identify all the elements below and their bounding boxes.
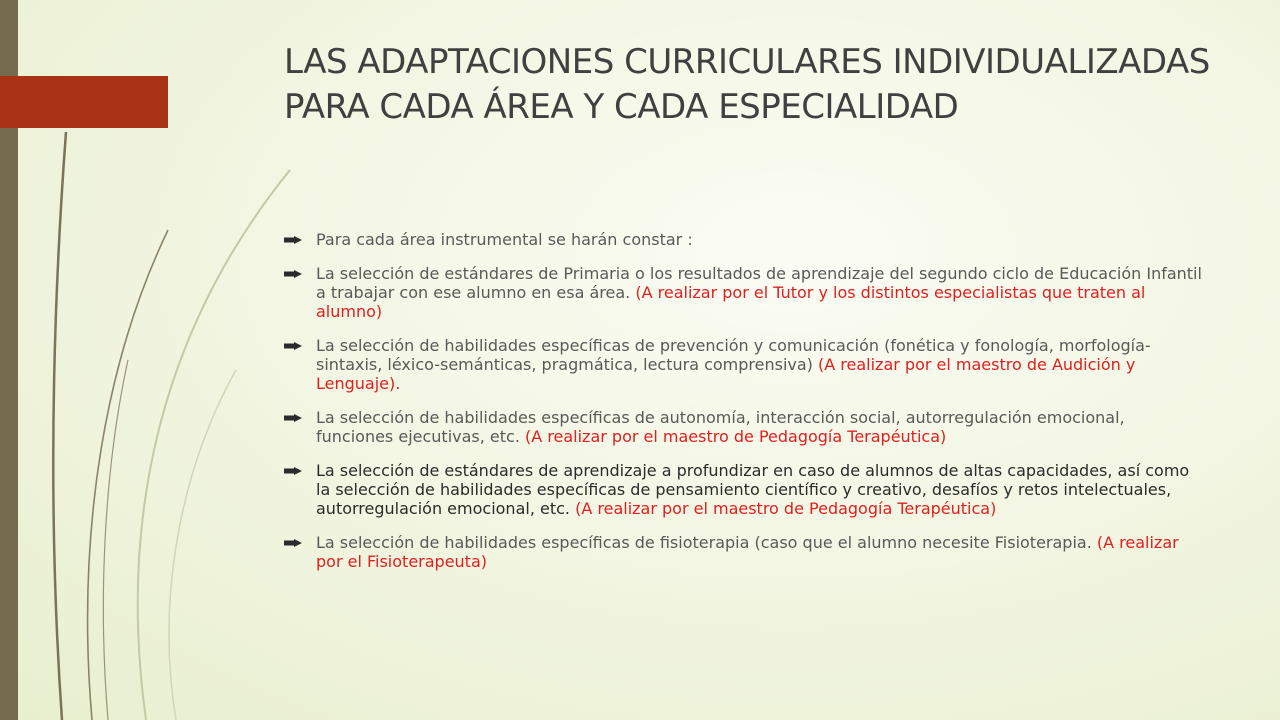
bullet-text: La selección de habilidades específicas de autonomía, interacción social, autorregulación emocional, funciones ejecutivas, etc. bbox=[316, 408, 1125, 446]
arrow-bullet-icon bbox=[284, 539, 302, 547]
bullet-list bbox=[284, 230, 1204, 571]
accent-tab bbox=[0, 76, 168, 128]
bullet-item bbox=[284, 264, 1204, 321]
bullet-item bbox=[284, 408, 1204, 446]
bullet-item bbox=[284, 336, 1204, 393]
bullet-text: Para cada área instrumental se harán constar : bbox=[316, 230, 693, 249]
slide-title: LAS ADAPTACIONES CURRICULARES INDIVIDUALIZADAS PARA CADA ÁREA Y CADA ESPECIALIDAD bbox=[284, 42, 1210, 127]
arrow-bullet-icon bbox=[284, 414, 302, 422]
bullet-item bbox=[284, 533, 1204, 571]
bullet-note: (A realizar por el Fisioterapeuta) bbox=[316, 533, 1179, 571]
bullet-text: La selección de estándares de aprendizaje a profundizar en caso de alumnos de altas capacidades, así como la selección de habilidades específicas de pensamiento científico y creativo, desafíos y retos intelectuales, autorregulación emocional, etc. bbox=[316, 461, 1190, 518]
arrow-bullet-icon bbox=[284, 342, 302, 350]
bullet-note: (A realizar por el maestro de Pedagogía Terapéutica) bbox=[525, 427, 947, 446]
arrow-bullet-icon bbox=[284, 467, 302, 475]
bullet-note: (A realizar por el maestro de Audición y Lenguaje). bbox=[316, 355, 1136, 393]
bullet-text: La selección de habilidades específicas de prevención y comunicación (fonética y fonología, morfología-sintaxis, léxico-semánticas, pragmática, lectura comprensiva) bbox=[316, 336, 1151, 374]
bullet-note: (A realizar por el maestro de Pedagogía Terapéutica) bbox=[575, 499, 997, 518]
bullet-text: La selección de habilidades específicas de fisioterapia (caso que el alumno necesite Fisioterapia. bbox=[316, 533, 1092, 552]
arrow-bullet-icon bbox=[284, 236, 302, 244]
bullet-text: La selección de estándares de Primaria o los resultados de aprendizaje del segundo ciclo de Educación Infantil a trabajar con ese alumno en esa área. bbox=[316, 264, 1202, 302]
bullet-item bbox=[284, 461, 1204, 518]
arrow-bullet-icon bbox=[284, 270, 302, 278]
bullet-item bbox=[284, 230, 1204, 249]
bullet-note: (A realizar por el Tutor y los distintos especialistas que traten al alumno) bbox=[316, 283, 1146, 321]
